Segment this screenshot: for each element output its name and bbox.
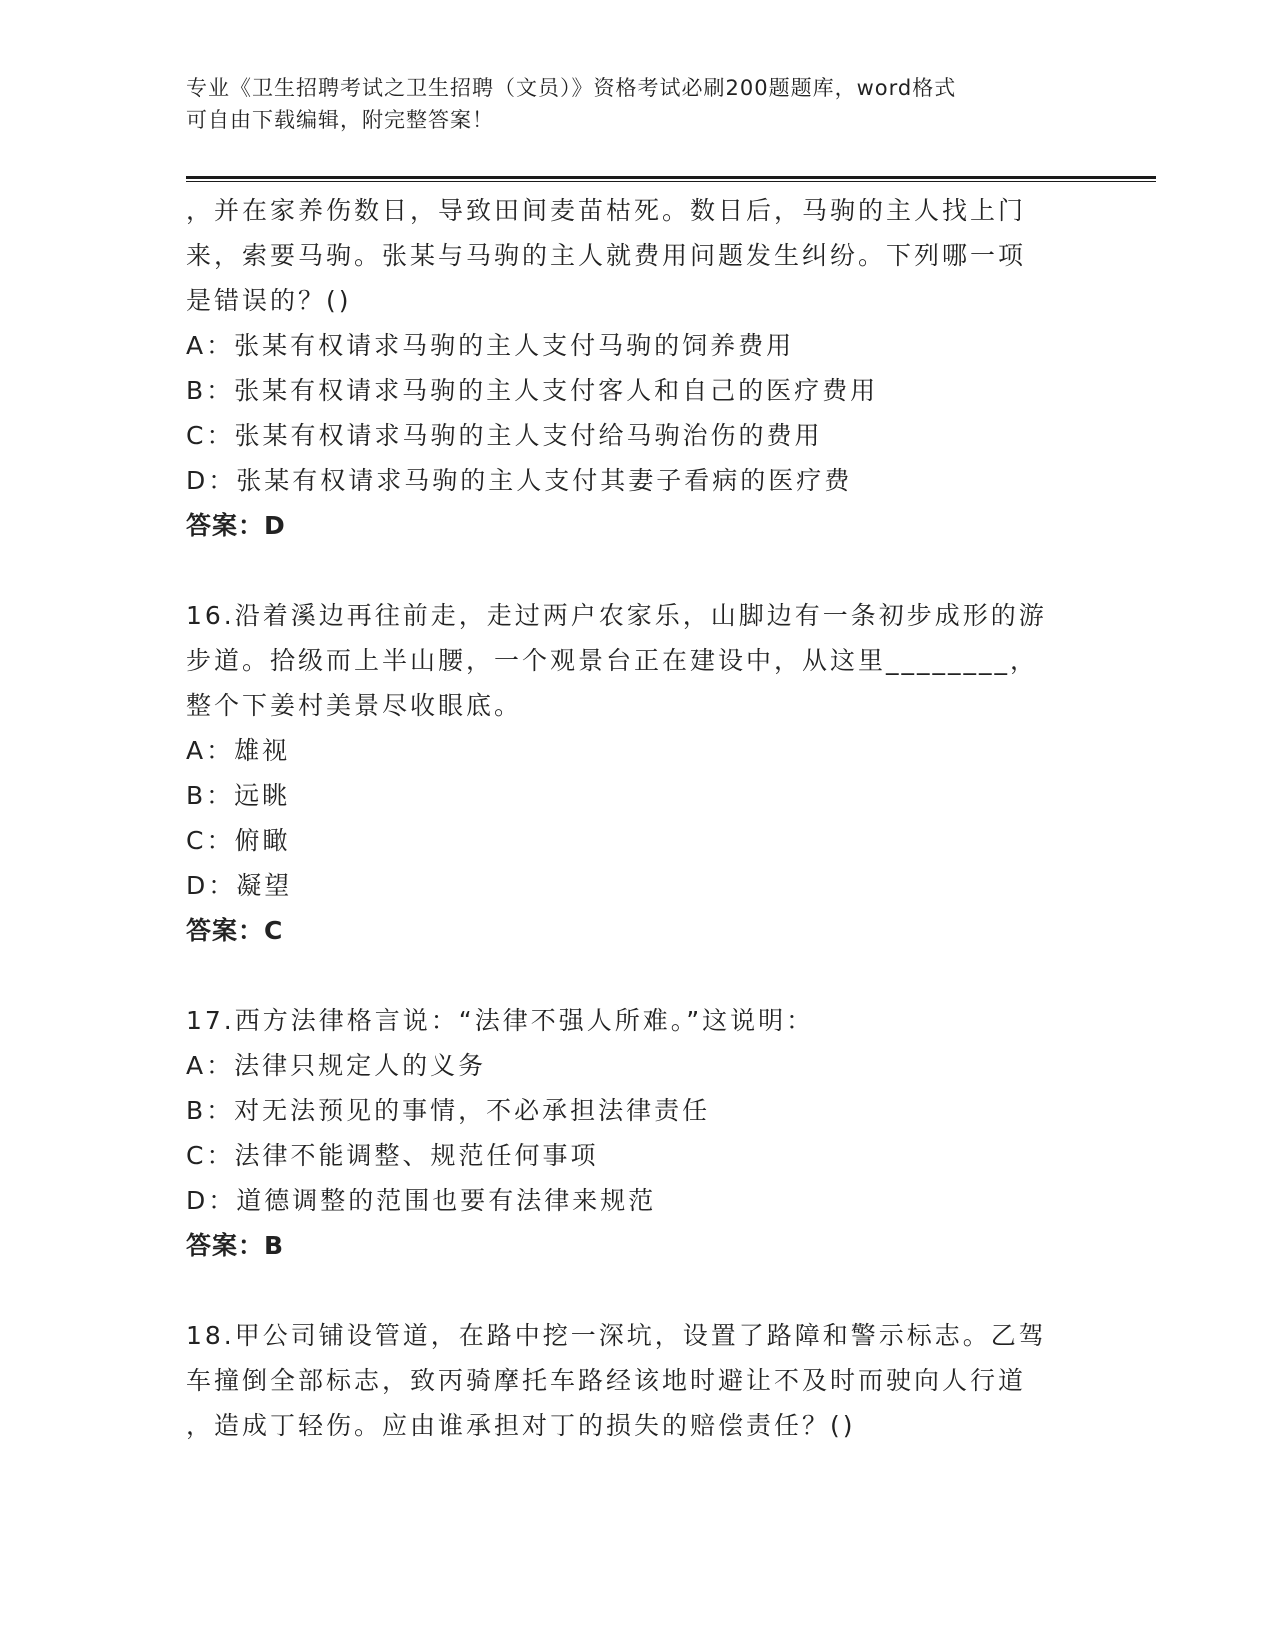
spacer — [186, 548, 1086, 593]
option-b: B：张某有权请求马驹的主人支付客人和自己的医疗费用 — [186, 376, 879, 405]
question-stem-line: 18.甲公司铺设管道，在路中挖一深坑，设置了路障和警示标志。乙驾 — [186, 1321, 1047, 1350]
answer: 答案：B — [186, 1231, 285, 1260]
question-18 — [186, 1313, 1086, 1448]
answer: 答案：D — [186, 511, 286, 540]
option-d: D：凝望 — [186, 871, 293, 900]
option-a: A：法律只规定人的义务 — [186, 1051, 487, 1080]
spacer — [186, 1268, 1086, 1313]
question-stem-line: 16.沿着溪边再往前走，走过两户农家乐，山脚边有一条初步成形的游 — [186, 601, 1047, 630]
question-stem-line: 是错误的？() — [186, 286, 352, 315]
option-d: D：道德调整的范围也要有法律来规范 — [186, 1186, 657, 1215]
option-a: A：张某有权请求马驹的主人支付马驹的饲养费用 — [186, 331, 795, 360]
question-stem-line: 17.西方法律格言说：“法律不强人所难。”这说明： — [186, 1006, 815, 1035]
question-16 — [186, 593, 1086, 953]
option-b: B：远眺 — [186, 781, 291, 810]
option-c: C：张某有权请求马驹的主人支付给马驹治伤的费用 — [186, 421, 823, 450]
option-c: C：俯瞰 — [186, 826, 291, 855]
spacer — [186, 953, 1086, 998]
header-line-2: 可自由下载编辑，附完整答案！ — [186, 108, 494, 132]
option-a: A：雄视 — [186, 736, 291, 765]
question-17 — [186, 998, 1086, 1268]
document-body — [186, 188, 1086, 1448]
question-stem-line: 来，索要马驹。张某与马驹的主人就费用问题发生纠纷。下列哪一项 — [186, 241, 1027, 270]
option-c: C：法律不能调整、规范任何事项 — [186, 1141, 599, 1170]
answer: 答案：C — [186, 916, 284, 945]
question-stem-line: 步道。拾级而上半山腰，一个观景台正在建设中，从这里________， — [186, 646, 1039, 675]
question-stem-line: ，造成丁轻伤。应由谁承担对丁的损失的赔偿责任？() — [186, 1411, 856, 1440]
question-stem-line: ，并在家养伤数日，导致田间麦苗枯死。数日后，马驹的主人找上门 — [186, 196, 1027, 225]
header-rule-thin — [186, 181, 1156, 182]
question-15 — [186, 188, 1086, 548]
header-line-1: 专业《卫生招聘考试之卫生招聘（文员）》资格考试必刷200题题库，word格式 — [186, 76, 957, 100]
option-b: B：对无法预见的事情，不必承担法律责任 — [186, 1096, 711, 1125]
question-stem-line: 整个下姜村美景尽收眼底。 — [186, 691, 523, 720]
document-header — [186, 72, 1066, 136]
question-stem-line: 车撞倒全部标志，致丙骑摩托车路经该地时避让不及时而驶向人行道 — [186, 1366, 1027, 1395]
option-d: D：张某有权请求马驹的主人支付其妻子看病的医疗费 — [186, 466, 853, 495]
header-rule-thick — [186, 176, 1156, 179]
